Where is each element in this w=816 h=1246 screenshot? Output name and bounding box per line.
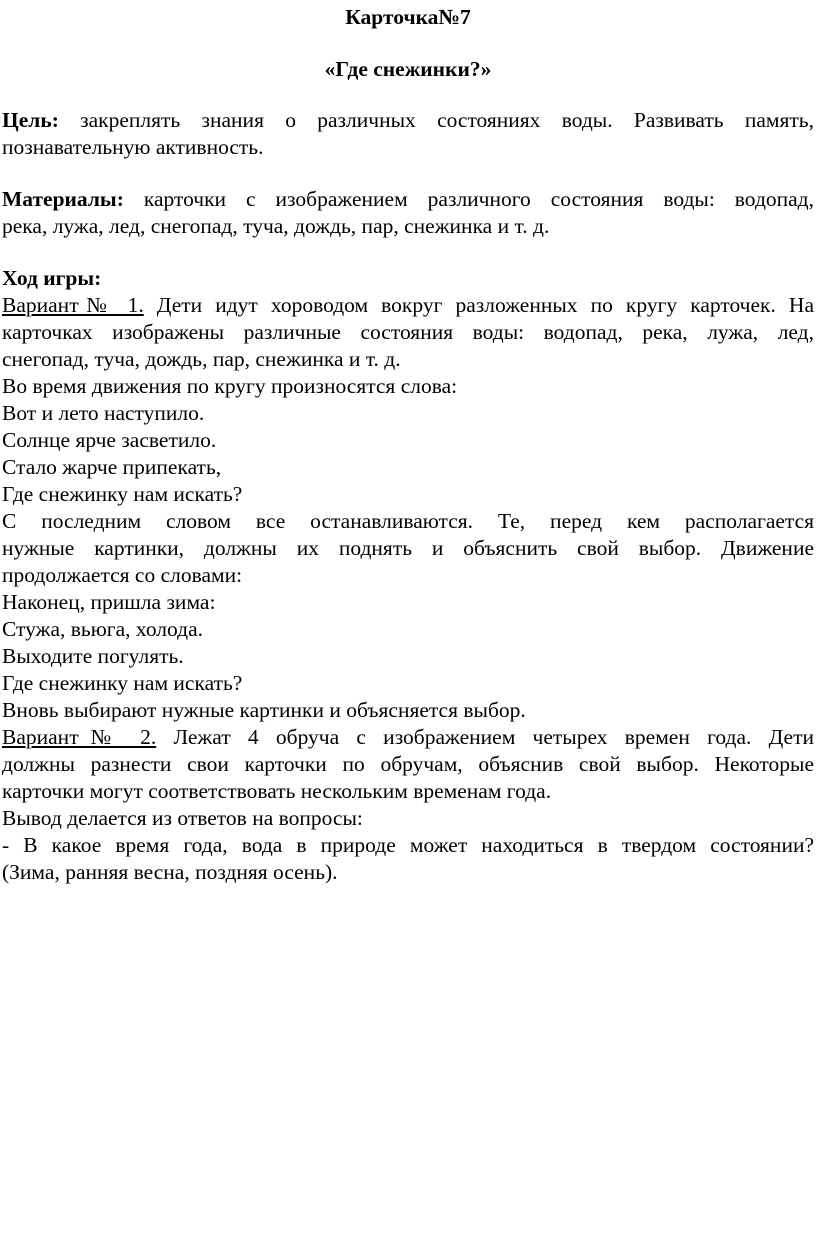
again-text: Вновь выбирают нужные картинки и объясняется выбор.: [2, 698, 526, 722]
variant2-text-3: карточки могут соответствовать нескольким временам года.: [2, 779, 552, 803]
verse2-line: Стужа, вьюга, холода.: [2, 617, 204, 641]
materials-label: Материалы:: [2, 187, 124, 211]
variant1-label: Вариант№ 1.: [2, 293, 144, 317]
verse2-line: Где снежинку нам искать?: [2, 671, 243, 695]
variant2-line-1: [2, 724, 814, 751]
words-intro: Во время движения по кругу произносятся слова:: [2, 374, 458, 398]
variant1-line-1: [2, 292, 814, 319]
question-text: - В какое время года, вода в природе может находиться в твердом состоянии?: [2, 833, 814, 857]
goal-line-1: [2, 107, 814, 134]
card-title: Карточка№7: [345, 5, 471, 29]
card-subtitle: «Где снежинки?»: [324, 57, 492, 81]
game-section: [2, 265, 814, 886]
verse1-line: Где снежинку нам искать?: [2, 482, 243, 506]
materials-line-1: [2, 186, 814, 213]
game-heading: Ход игры:: [2, 266, 102, 290]
verse2-line: Наконец, пришла зима:: [2, 590, 216, 614]
goal-paragraph: [2, 107, 814, 161]
variant2-text-2: должны разнести свои карточки по обручам, объяснив свой выбор. Некоторые: [2, 752, 814, 776]
answer-text: (Зима, ранняя весна, поздняя осень).: [2, 860, 338, 884]
verse1-line: Вот и лето наступило.: [2, 401, 205, 425]
variant2-label: Вариант№ 2.: [2, 725, 157, 749]
materials-text-2: река, лужа, лед, снегопад, туча, дождь, пар, снежинка и т. д.: [2, 214, 550, 238]
materials-paragraph: [2, 186, 814, 240]
stop-text-3: продолжается со словами:: [2, 563, 243, 587]
variant1-text-3: снегопад, туча, дождь, пар, снежинка и т. д.: [2, 347, 401, 371]
stop-text-2: нужные картинки, должны их поднять и объяснить свой выбор. Движение: [2, 536, 814, 560]
materials-text-1: карточки с изображением различного состояния воды: водопад,: [123, 187, 814, 211]
variant1-text-2: карточках изображены различные состояния воды: водопад, река, лужа, лед,: [2, 320, 814, 344]
conclusion-text: Вывод делается из ответов на вопросы:: [2, 806, 363, 830]
variant1-text-1: Дети идут хороводом вокруг разложенных по кругу карточек. На: [143, 293, 814, 317]
goal-label: Цель:: [2, 108, 59, 132]
goal-text-1: закреплять знания о различных состояниях воды. Развивать память,: [58, 108, 814, 132]
verse1-line: Стало жарче припекать,: [2, 455, 222, 479]
goal-text-2: познавательную активность.: [2, 135, 264, 159]
stop-text-1: С последним словом все останавливаются. Те, перед кем располагается: [2, 509, 814, 533]
verse2-line: Выходите погулять.: [2, 644, 184, 668]
verse1-line: Солнце ярче засветило.: [2, 428, 217, 452]
variant2-text-1: Лежат 4 обруча с изображением четырех времен года. Дети: [156, 725, 814, 749]
